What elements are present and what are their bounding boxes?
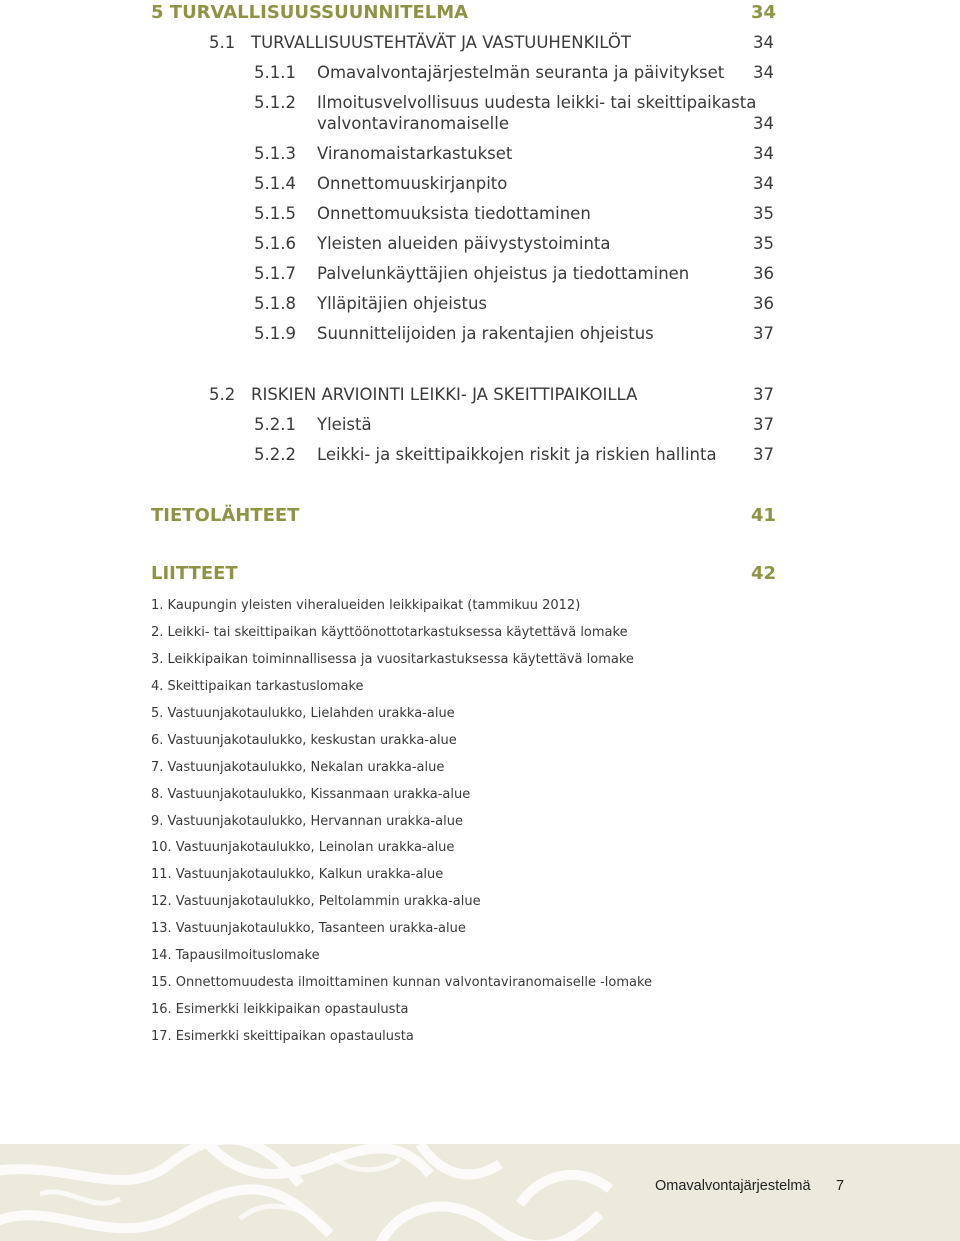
toc-page: 34 [753, 63, 774, 82]
appendix-item[interactable]: 12. Vastuunjakotaulukko, Peltolammin urakka-alue [151, 894, 481, 909]
toc-label: Ylläpitäjien ohjeistus [317, 294, 488, 313]
toc-label: Yleisten alueiden päivystystoiminta [317, 234, 611, 253]
toc-section-5-2-2[interactable] [0, 440, 960, 470]
toc-page: 34 [753, 33, 774, 52]
toc-label: TIETOLÄHTEET [151, 505, 300, 526]
toc-page: 34 [753, 174, 774, 193]
toc-page: 37 [753, 415, 774, 434]
toc-page: 36 [753, 294, 774, 313]
toc-page: 41 [750, 505, 776, 526]
footer-page-number: 7 [836, 1178, 845, 1194]
toc-page: 34 [753, 144, 774, 163]
toc-section-5-1-9[interactable] [0, 319, 960, 349]
appendix-item[interactable]: 2. Leikki- tai skeittipaikan käyttöönottotarkastuksessa käytettävä lomake [151, 625, 628, 640]
toc-section-5-1-3[interactable] [0, 139, 960, 169]
toc-section-5-1-2[interactable] [0, 88, 960, 140]
toc-number: 5.2.1 [254, 415, 296, 434]
appendix-item[interactable]: 5. Vastuunjakotaulukko, Lielahden urakka-alue [151, 706, 455, 721]
toc-label: TURVALLISUUSTEHTÄVÄT JA VASTUUHENKILÖT [251, 33, 631, 52]
toc-label: Leikki- ja skeittipaikkojen riskit ja riskien hallinta [317, 445, 717, 464]
toc-page: 36 [753, 264, 774, 283]
toc-number: 5.1.2 [254, 93, 296, 112]
toc-section-5-2-1[interactable] [0, 410, 960, 440]
appendix-item[interactable]: 15. Onnettomuudesta ilmoittaminen kunnan valvontaviranomaiselle -lomake [151, 975, 653, 990]
appendix-item[interactable]: 8. Vastuunjakotaulukko, Kissanmaan urakka-alue [151, 787, 471, 802]
footer-document-title: Omavalvontajärjestelmä [655, 1178, 811, 1194]
appendix-item[interactable]: 3. Leikkipaikan toiminnallisessa ja vuositarkastuksessa käytettävä lomake [151, 652, 634, 667]
toc-section-5-1-7[interactable] [0, 259, 960, 289]
toc-number: 5.1.4 [254, 174, 296, 193]
toc-section-5-1[interactable] [0, 28, 960, 58]
toc-page: 37 [753, 324, 774, 343]
toc-label: Onnettomuuksista tiedottaminen [317, 204, 591, 223]
appendix-item[interactable]: 9. Vastuunjakotaulukko, Hervannan urakka-alue [151, 814, 463, 829]
toc-number: 5.1.8 [254, 294, 296, 313]
toc-page: 42 [750, 563, 776, 584]
toc-section-5[interactable] [0, 0, 960, 28]
toc-number: 5.2 [209, 385, 236, 404]
toc-section-5-1-8[interactable] [0, 289, 960, 319]
appendix-item[interactable]: 1. Kaupungin yleisten viheralueiden leikkipaikat (tammikuu 2012) [151, 598, 581, 613]
toc-number: 5.1.5 [254, 204, 296, 223]
toc-page: 35 [753, 204, 774, 223]
toc-number: 5.1 [209, 33, 236, 52]
toc-section-5-1-6[interactable] [0, 229, 960, 259]
toc-label: Onnettomuuskirjanpito [317, 174, 508, 193]
toc-number: 5.2.2 [254, 445, 296, 464]
toc-number: 5.1.1 [254, 63, 296, 82]
toc-label-line1: Ilmoitusvelvollisuus uudesta leikki- tai skeittipaikasta [317, 93, 757, 112]
toc-label-line2: valvontaviranomaiselle [317, 114, 509, 133]
appendix-item[interactable]: 14. Tapausilmoituslomake [151, 948, 320, 963]
toc-page: 35 [753, 234, 774, 253]
appendix-item[interactable]: 16. Esimerkki leikkipaikan opastaulusta [151, 1002, 409, 1017]
appendix-item[interactable]: 17. Esimerkki skeittipaikan opastaulusta [151, 1029, 414, 1044]
toc-section-5-1-1[interactable] [0, 58, 960, 88]
toc-section-5-1-5[interactable] [0, 199, 960, 229]
toc-page: 34 [753, 114, 774, 133]
appendix-item[interactable]: 4. Skeittipaikan tarkastuslomake [151, 679, 364, 694]
toc-label: Viranomaistarkastukset [317, 144, 513, 163]
toc-label: Yleistä [317, 415, 372, 434]
appendix-item[interactable]: 6. Vastuunjakotaulukko, keskustan urakka-alue [151, 733, 457, 748]
toc-number: 5.1.7 [254, 264, 296, 283]
appendix-item[interactable]: 13. Vastuunjakotaulukko, Tasanteen urakka-alue [151, 921, 466, 936]
toc-label: 5 TURVALLISUUSSUUNNITELMA [151, 2, 469, 23]
toc-section-tietolahteet[interactable] [0, 501, 960, 531]
footer-band [0, 1144, 960, 1241]
toc-number: 5.1.9 [254, 324, 296, 343]
toc-label: RISKIEN ARVIOINTI LEIKKI- JA SKEITTIPAIKOILLA [251, 385, 638, 404]
toc-number: 5.1.3 [254, 144, 296, 163]
toc-section-liitteet[interactable] [0, 559, 960, 589]
toc-page: 37 [753, 385, 774, 404]
appendix-item[interactable]: 10. Vastuunjakotaulukko, Leinolan urakka-alue [151, 840, 455, 855]
appendix-item[interactable]: 11. Vastuunjakotaulukko, Kalkun urakka-alue [151, 867, 444, 882]
toc-label: Palvelunkäyttäjien ohjeistus ja tiedottaminen [317, 264, 690, 283]
toc-page: 34 [750, 2, 776, 23]
toc-label: LIITTEET [151, 563, 238, 584]
toc-number: 5.1.6 [254, 234, 296, 253]
toc-label: Suunnittelijoiden ja rakentajien ohjeistus [317, 324, 654, 343]
toc-section-5-1-4[interactable] [0, 169, 960, 199]
toc-section-5-2[interactable] [0, 380, 960, 410]
toc-page: 37 [753, 445, 774, 464]
toc-label: Omavalvontajärjestelmän seuranta ja päivitykset [317, 63, 725, 82]
footer-swirl-decoration [0, 1144, 960, 1241]
appendix-item[interactable]: 7. Vastuunjakotaulukko, Nekalan urakka-alue [151, 760, 445, 775]
